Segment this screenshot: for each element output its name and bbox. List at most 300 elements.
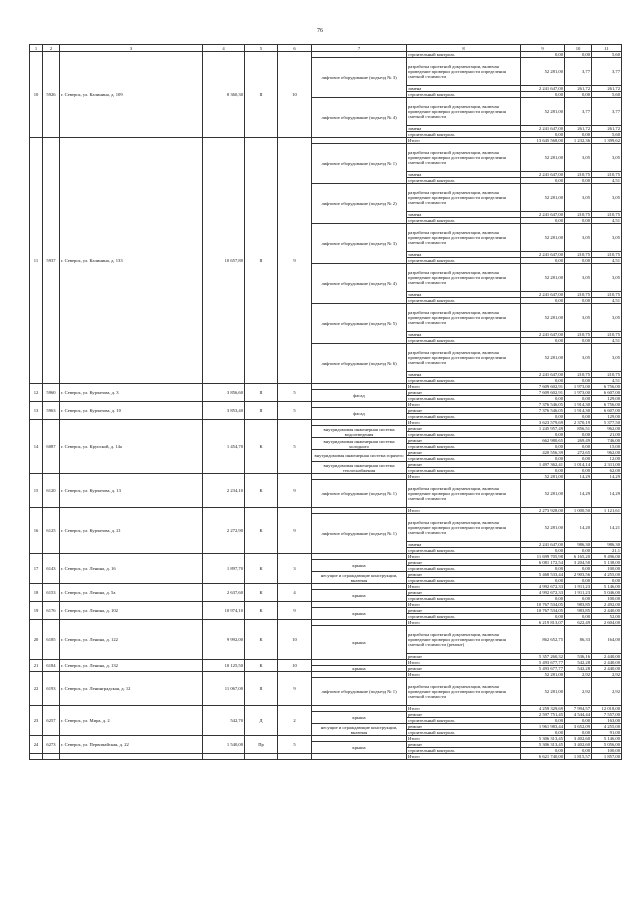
unit-cost-cell: 210,75	[565, 252, 592, 258]
max-cost-cell: 163,00	[592, 718, 622, 724]
row-number-cell: 14	[30, 420, 43, 474]
area-cell: 11 067,00	[203, 672, 245, 706]
repair-element-cell: фасад	[312, 390, 407, 402]
max-cost-cell: 91,00	[592, 730, 622, 736]
work-type-cell: строительный контроль	[407, 414, 521, 420]
work-type-cell: Итого	[407, 602, 521, 608]
work-type-cell: строительный контроль	[407, 548, 521, 554]
unit-cost-cell: 3,77	[565, 58, 592, 86]
cost-cell: 0,00	[521, 730, 565, 736]
repair-element-cell: лифтовое оборудование (подъезд № 5)	[312, 304, 407, 344]
max-cost-cell: 3,05	[592, 144, 622, 172]
work-type-cell: разработка проектной документации, включая проведение проверки достоверности определения сметной стоимости	[407, 264, 521, 292]
unit-cost-cell: 1 914,30	[565, 408, 592, 414]
cost-cell: 0,00	[521, 396, 565, 402]
cost-cell: 5 306 313,45	[521, 736, 565, 742]
work-type-cell: замена	[407, 252, 521, 258]
floors-cell: 10	[278, 52, 312, 138]
max-cost-cell: 4,51	[592, 338, 622, 344]
max-cost-cell: 7 557,00	[592, 712, 622, 718]
max-cost-cell: 210,75	[592, 172, 622, 178]
house-code-cell: 6153	[43, 584, 60, 602]
max-cost-cell: 4 255,00	[592, 572, 622, 578]
cost-cell: 2 241 647,00	[521, 172, 565, 178]
unit-cost-cell: 542,28	[565, 666, 592, 672]
floors-cell: 5	[278, 420, 312, 474]
max-cost-cell: 5 056,00	[592, 742, 622, 748]
floors-cell: 9	[278, 602, 312, 620]
header-cell: 6	[278, 45, 312, 52]
unit-cost-cell: 0,00	[565, 748, 592, 754]
max-cost-cell: 2 440,00	[592, 660, 622, 666]
row-number-cell: 15	[30, 474, 43, 508]
work-type-cell: Итого	[407, 584, 521, 590]
house-code-cell: 6125	[43, 508, 60, 554]
cost-cell: 0,00	[521, 132, 565, 138]
cost-cell: 7 609 602,91	[521, 384, 565, 390]
unit-cost-cell: 3,05	[565, 304, 592, 332]
cost-cell: 0,00	[521, 566, 565, 572]
unit-cost-cell: 1 973,00	[565, 384, 592, 390]
cost-cell: 420 556,39	[521, 450, 565, 456]
max-cost-cell: 9 496,00	[592, 554, 622, 560]
max-cost-cell: 5 146,00	[592, 736, 622, 742]
repair-element-cell: крыша	[312, 560, 407, 572]
floors-cell: 9	[278, 474, 312, 508]
max-cost-cell: 100,00	[592, 596, 622, 602]
cost-cell: 52 281,00	[521, 58, 565, 86]
work-type-cell: замена	[407, 542, 521, 548]
max-cost-cell: 5 046,00	[592, 590, 622, 596]
work-type-cell: строительный контроль	[407, 378, 521, 384]
repair-element-cell: крыша	[312, 742, 407, 754]
max-cost-cell: 1 399,62	[592, 138, 622, 144]
max-cost-cell: 1 857,00	[592, 754, 622, 760]
cost-cell: 7 376 546,05	[521, 402, 565, 408]
max-cost-cell: 129,00	[592, 414, 622, 420]
unit-cost-cell: 3,77	[565, 98, 592, 126]
work-type-cell: Итого	[407, 754, 521, 760]
cost-cell: 0,00	[521, 378, 565, 384]
work-type-cell: разработка проектной документации, включая проведение проверки достоверности определения сметной стоимости (ремонт)	[407, 626, 521, 654]
cost-cell: 2 241 647,00	[521, 372, 565, 378]
floors-cell: 5	[278, 384, 312, 402]
unit-cost-cell: 210,75	[565, 212, 592, 218]
cost-cell: 0,00	[521, 258, 565, 264]
max-cost-cell: 12 018,00	[592, 706, 622, 712]
house-code-cell: 6143	[43, 554, 60, 584]
work-type-cell: строительный контроль	[407, 338, 521, 344]
cost-cell: 10 767 534,05	[521, 608, 565, 614]
repair-element-cell: несущие и ограждающие конструкции, включая	[312, 724, 407, 736]
max-cost-cell: 962,00	[592, 450, 622, 456]
area-cell: 2 637,60	[203, 584, 245, 602]
work-type-cell: строительный контроль	[407, 468, 521, 474]
area-cell: 3 856,60	[203, 384, 245, 402]
unit-cost-cell: 0,00	[565, 548, 592, 554]
work-type-cell: Итого	[407, 554, 521, 560]
unit-cost-cell: 1 911,23	[565, 584, 592, 590]
work-type-cell: разработка проектной документации, включая проведение проверки достоверности определения сметной стоимости	[407, 514, 521, 542]
row-number-cell	[30, 754, 43, 760]
work-type-cell: ремонт	[407, 390, 521, 396]
repair-element-cell: фасад	[312, 408, 407, 420]
cost-cell: 52 281,00	[521, 344, 565, 372]
work-type-cell: замена	[407, 212, 521, 218]
repair-element-cell: лифтовое оборудование (подъезд № 2)	[312, 184, 407, 224]
class-cell: К	[245, 584, 278, 602]
unit-cost-cell: 2 370,19	[565, 420, 592, 426]
max-cost-cell: 261,72	[592, 86, 622, 92]
address-cell: г. Северск, ул. Ленинградская, д. 12	[60, 672, 203, 706]
address-cell: г. Северск, ул. Калинина, д. 109	[60, 52, 203, 138]
class-cell: К	[245, 620, 278, 660]
unit-cost-cell: 2,92	[565, 678, 592, 706]
class-cell: Д	[245, 706, 278, 736]
work-type-cell: разработка проектной документации, включая проведение проверки достоверности определения сметной стоимости	[407, 184, 521, 212]
max-cost-cell: 986,30	[592, 542, 622, 548]
header-cell: 3	[60, 45, 203, 52]
max-cost-cell: 5,60	[592, 92, 622, 98]
row-number-cell: 17	[30, 554, 43, 584]
unit-cost-cell: 0,00	[565, 258, 592, 264]
column-number-row	[30, 45, 622, 52]
repair-element-cell	[312, 754, 407, 760]
max-cost-cell: 3,05	[592, 184, 622, 212]
max-cost-cell: 210,75	[592, 332, 622, 338]
work-type-cell: строительный контроль	[407, 132, 521, 138]
unit-cost-cell: 0,00	[565, 178, 592, 184]
unit-cost-cell: 3,05	[565, 224, 592, 252]
max-cost-cell: 5,60	[592, 132, 622, 138]
unit-cost-cell: 269,49	[565, 438, 592, 444]
unit-cost-cell: 1 911,23	[565, 590, 592, 596]
max-cost-cell: 3,05	[592, 344, 622, 372]
max-cost-cell: 4,51	[592, 218, 622, 224]
cost-cell: 1 497 362,41	[521, 462, 565, 468]
repair-element-cell: крыша	[312, 712, 407, 724]
max-cost-cell: 6 756,00	[592, 402, 622, 408]
header-cell: 10	[565, 45, 592, 52]
cost-cell: 0,00	[521, 596, 565, 602]
house-code-cell: 5960	[43, 384, 60, 402]
work-type-cell: замена	[407, 86, 521, 92]
repair-element-cell: лифтовое оборудование (подъезд № 3)	[312, 224, 407, 264]
max-cost-cell: 4 255,00	[592, 724, 622, 730]
work-type-cell: строительный контроль	[407, 432, 521, 438]
floors-cell	[278, 754, 312, 760]
work-type-cell: Итого	[407, 660, 521, 666]
work-type-cell: строительный контроль	[407, 92, 521, 98]
unit-cost-cell: 14,29	[565, 474, 592, 480]
address-cell: г. Северск, ул. Курчатова, д. 13	[60, 474, 203, 508]
max-cost-cell: 4,51	[592, 298, 622, 304]
cost-cell: 52 281,00	[521, 224, 565, 252]
area-cell: 10 974,10	[203, 602, 245, 620]
area-cell: 10 657,80	[203, 138, 245, 384]
unit-cost-cell: 856,51	[565, 426, 592, 432]
unit-cost-cell: 14,20	[565, 514, 592, 542]
unit-cost-cell: 3 204,50	[565, 560, 592, 566]
row-number-cell: 20	[30, 620, 43, 660]
class-cell: К	[245, 554, 278, 584]
address-cell: г. Северск, ул. Первомайская, д. 22	[60, 736, 203, 754]
cost-cell: 0,00	[521, 338, 565, 344]
row-number-cell: 11	[30, 138, 43, 384]
work-type-cell: ремонт	[407, 408, 521, 414]
table-row	[30, 754, 622, 760]
max-cost-cell: 14,29	[592, 474, 622, 480]
house-code-cell	[43, 754, 60, 760]
row-number-cell: 22	[30, 672, 43, 706]
house-code-cell: 6120	[43, 474, 60, 508]
repair-element-cell: лифтовое оборудование (подъезд № 1)	[312, 480, 407, 508]
row-number-cell: 13	[30, 402, 43, 420]
unit-cost-cell: 210,75	[565, 372, 592, 378]
header-cell: 2	[43, 45, 60, 52]
unit-cost-cell: 4 544,44	[565, 712, 592, 718]
max-cost-cell: 210,75	[592, 252, 622, 258]
repair-element-cell: лифтовое оборудование (подъезд № 3)	[312, 58, 407, 98]
address-cell	[60, 754, 203, 760]
max-cost-cell: 2 311,00	[592, 462, 622, 468]
area-cell: 1 540,00	[203, 736, 245, 754]
work-type-cell: разработка проектной документации, включая проведение проверки достоверности определения сметной стоимости	[407, 304, 521, 332]
cost-cell: 4 992 672,33	[521, 584, 565, 590]
class-cell: II	[245, 402, 278, 420]
cost-cell: 2 241 647,00	[521, 252, 565, 258]
work-type-cell: ремонт	[407, 654, 521, 660]
floors-cell: 10	[278, 660, 312, 672]
unit-cost-cell: 1 232,36	[565, 138, 592, 144]
max-cost-cell: 210,75	[592, 292, 622, 298]
max-cost-cell: 2 440,00	[592, 654, 622, 660]
class-cell: II	[245, 52, 278, 138]
unit-cost-cell: 0,00	[565, 468, 592, 474]
cost-cell: 52 281,00	[521, 474, 565, 480]
max-cost-cell: 2 440,00	[592, 666, 622, 672]
work-type-cell: Итого	[407, 138, 521, 144]
unit-cost-cell: 1 914,30	[565, 402, 592, 408]
floors-cell: 5	[278, 402, 312, 420]
cost-cell: 0,00	[521, 92, 565, 98]
floors-cell: 5	[278, 736, 312, 754]
work-type-cell: замена	[407, 332, 521, 338]
floors-cell: 9	[278, 672, 312, 706]
row-number-cell: 18	[30, 584, 43, 602]
max-cost-cell: 2 492,00	[592, 602, 622, 608]
unit-cost-cell: 210,75	[565, 292, 592, 298]
work-type-cell: строительный контроль	[407, 298, 521, 304]
cost-cell: 2 241 647,00	[521, 126, 565, 132]
unit-cost-cell: 3 402,60	[565, 742, 592, 748]
cost-cell: 0,00	[521, 414, 565, 420]
max-cost-cell: 4,51	[592, 178, 622, 184]
class-cell: II	[245, 672, 278, 706]
max-cost-cell: 5,60	[592, 52, 622, 58]
cost-cell: 11 699 705,98	[521, 554, 565, 560]
unit-cost-cell: 1 014,14	[565, 462, 592, 468]
work-type-cell: ремонт	[407, 462, 521, 468]
work-type-cell: Итого	[407, 620, 521, 626]
cost-cell: 2 241 647,00	[521, 292, 565, 298]
class-cell	[245, 754, 278, 760]
house-code-cell: 5937	[43, 138, 60, 384]
address-cell: г. Северск, ул. Ленина, д. 5а	[60, 584, 203, 602]
header-cell: 1	[30, 45, 43, 52]
header-cell: 4	[203, 45, 245, 52]
max-cost-cell: 129,00	[592, 396, 622, 402]
address-cell: г. Северск, ул. Курчатова, д. 10	[60, 402, 203, 420]
repair-element-cell: лифтовое оборудование (подъезд № 4)	[312, 264, 407, 304]
max-cost-cell: 5 377,50	[592, 420, 622, 426]
area-cell: 1 454,70	[203, 420, 245, 474]
unit-cost-cell: 0,00	[565, 396, 592, 402]
max-cost-cell: 21,1	[592, 548, 622, 554]
max-cost-cell: 261,72	[592, 126, 622, 132]
work-type-cell: строительный контроль	[407, 730, 521, 736]
work-type-cell: строительный контроль	[407, 614, 521, 620]
cost-cell: 862 652,75	[521, 626, 565, 654]
work-type-cell: ремонт	[407, 450, 521, 456]
work-type-cell: строительный контроль	[407, 596, 521, 602]
cost-cell: 5 493 677,77	[521, 660, 565, 666]
repair-element-cell: лифтовое оборудование (подъезд № 4)	[312, 98, 407, 138]
unit-cost-cell: 210,75	[565, 332, 592, 338]
table-body	[30, 52, 622, 760]
unit-cost-cell: 0,00	[565, 718, 592, 724]
unit-cost-cell: 272,65	[565, 450, 592, 456]
unit-cost-cell: 261,72	[565, 86, 592, 92]
page-number: 76	[317, 28, 323, 34]
unit-cost-cell: 536,16	[565, 654, 592, 660]
cost-cell: 3 623 579,69	[521, 420, 565, 426]
work-type-cell: строительный контроль	[407, 178, 521, 184]
cost-cell: 5 493 677,77	[521, 666, 565, 672]
work-type-cell: строительный контроль	[407, 748, 521, 754]
area-cell	[203, 754, 245, 760]
cost-cell: 52 281,00	[521, 184, 565, 212]
area-cell: 542,70	[203, 706, 245, 736]
work-type-cell: разработка проектной документации, включая проведение проверки достоверности определения сметной стоимости	[407, 480, 521, 508]
work-type-cell: ремонт	[407, 426, 521, 432]
cost-cell: 2 241 647,00	[521, 332, 565, 338]
work-type-cell: Итого	[407, 402, 521, 408]
max-cost-cell: 3,05	[592, 264, 622, 292]
house-code-cell: 5963	[43, 402, 60, 420]
area-cell: 1 897,70	[203, 554, 245, 584]
class-cell: К	[245, 602, 278, 620]
cost-cell: 52 281,00	[521, 264, 565, 292]
row-number-cell: 21	[30, 660, 43, 672]
max-cost-cell: 2 440,00	[592, 608, 622, 614]
cost-cell: 0,00	[521, 178, 565, 184]
work-type-cell: разработка проектной документации, включая проведение проверки достоверности определения сметной стоимости	[407, 58, 521, 86]
work-type-cell: строительный контроль	[407, 566, 521, 572]
work-type-cell: строительный контроль	[407, 258, 521, 264]
work-type-cell: разработка проектной документации, включая проведение проверки достоверности определения сметной стоимости	[407, 678, 521, 706]
work-type-cell: ремонт	[407, 742, 521, 748]
row-number-cell: 19	[30, 602, 43, 620]
max-cost-cell: 62,00	[592, 468, 622, 474]
repair-element-cell: лифтовое оборудование (подъезд № 1)	[312, 144, 407, 184]
area-cell: 3 853,40	[203, 402, 245, 420]
repair-element-cell: крыша	[312, 590, 407, 602]
max-cost-cell: 0,00	[592, 578, 622, 584]
header-cell: 9	[521, 45, 565, 52]
work-type-cell: строительный контроль	[407, 444, 521, 450]
cost-cell: 52 281,00	[521, 678, 565, 706]
work-type-cell: разработка проектной документации, включая проведение проверки достоверности определения сметной стоимости	[407, 344, 521, 372]
max-cost-cell: 2 604,00	[592, 620, 622, 626]
work-type-cell: разработка проектной документации, включая проведение проверки достоверности определения сметной стоимости	[407, 224, 521, 252]
work-type-cell: разработка проектной документации, включая проведение проверки достоверности определения сметной стоимости	[407, 144, 521, 172]
cost-cell: 0,00	[521, 748, 565, 754]
max-cost-cell: 746,00	[592, 438, 622, 444]
repair-element-cell: несущие и ограждающие конструкции, включая	[312, 572, 407, 584]
unit-cost-cell: 3,05	[565, 144, 592, 172]
address-cell: г. Северск, ул. Ленина, д. 102	[60, 602, 203, 620]
floors-cell: 2	[278, 706, 312, 736]
area-cell: 10 125,50	[203, 660, 245, 672]
row-number-cell: 24	[30, 736, 43, 754]
header-cell: 11	[592, 45, 622, 52]
row-number-cell: 10	[30, 52, 43, 138]
unit-cost-cell: 542,28	[565, 660, 592, 666]
unit-cost-cell: 0,00	[565, 414, 592, 420]
max-cost-cell: 2,92	[592, 672, 622, 678]
max-cost-cell: 52,00	[592, 614, 622, 620]
cost-cell: 0,00	[521, 468, 565, 474]
house-code-cell: 5926	[43, 52, 60, 138]
unit-cost-cell: 0,00	[565, 578, 592, 584]
max-cost-cell: 4,51	[592, 258, 622, 264]
repair-element-cell: внутридомовая инженерная система холодного	[312, 438, 407, 450]
unit-cost-cell: 1 973,00	[565, 390, 592, 396]
max-cost-cell: 210,75	[592, 372, 622, 378]
address-cell: г. Северск, ул. Калинина, д. 133	[60, 138, 203, 384]
unit-cost-cell: 3 652,09	[565, 724, 592, 730]
cost-cell: 0,00	[521, 718, 565, 724]
repair-element-cell: крыша	[312, 666, 407, 672]
unit-cost-cell: 0,00	[565, 730, 592, 736]
cost-cell: 6 081 172,54	[521, 560, 565, 566]
area-cell: 8 360,30	[203, 52, 245, 138]
unit-cost-cell: 210,75	[565, 172, 592, 178]
max-cost-cell: 100,00	[592, 748, 622, 754]
max-cost-cell: 15,00	[592, 444, 622, 450]
area-cell: 9 992,00	[203, 620, 245, 660]
unit-cost-cell: 86,33	[565, 626, 592, 654]
unit-cost-cell: 261,72	[565, 126, 592, 132]
repair-element-cell: лифтовое оборудование (подъезд № 1)	[312, 678, 407, 706]
work-type-cell: ремонт	[407, 438, 521, 444]
address-cell: г. Северск, ул. Ленина, д. 16	[60, 554, 203, 584]
floors-cell: 3	[278, 554, 312, 584]
capital-repair-table	[29, 44, 622, 760]
work-type-cell: строительный контроль	[407, 578, 521, 584]
cost-cell: 52 281,00	[521, 480, 565, 508]
cost-cell: 52 281,00	[521, 514, 565, 542]
cost-cell: 0,00	[521, 456, 565, 462]
house-code-cell: 6257	[43, 706, 60, 736]
work-type-cell: Итого	[407, 474, 521, 480]
cost-cell: 0,00	[521, 548, 565, 554]
cost-cell: 52 281,00	[521, 672, 565, 678]
max-cost-cell: 5 138,00	[592, 560, 622, 566]
repair-element-cell: лифтовое оборудование (подъезд № 6)	[312, 344, 407, 384]
unit-cost-cell: 622,49	[565, 620, 592, 626]
